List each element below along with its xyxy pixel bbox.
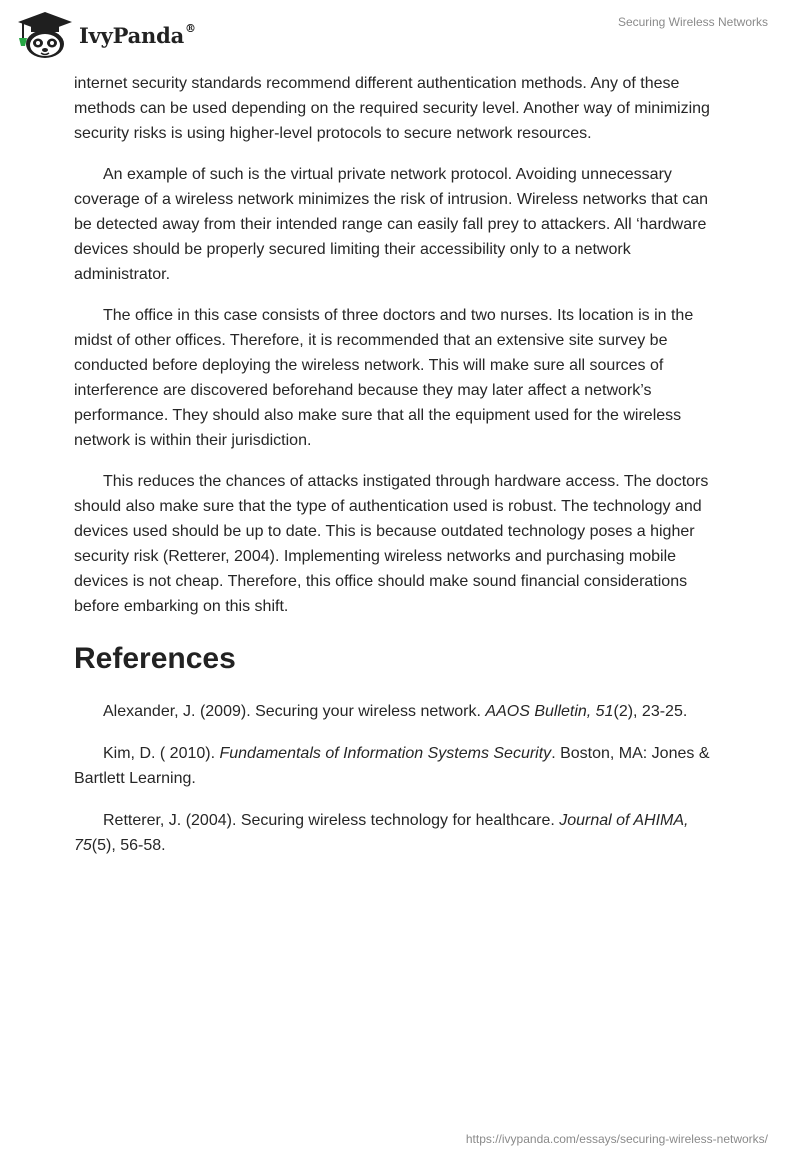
- page-header: [0, 0, 800, 70]
- brand-text: IvyPanda: [79, 22, 185, 48]
- registered-mark: ®: [185, 21, 196, 35]
- document-title: Securing Wireless Networks: [617, 15, 768, 29]
- reference-source: Journal of AHIMA, 75: [74, 812, 689, 854]
- body-paragraph: An example of such is the virtual private network protocol. Avoiding unnecessary coverage of a wireless network minimizes the risk of intrusion. Wireless networks that can be detected away from their intended range can easily fall prey to attackers. All ‘hardware devices should be properly secured limiting their accessibility only to a network administrator.: [74, 166, 709, 283]
- essay-content: [74, 71, 726, 875]
- reference-text: (2), 23-25.: [613, 703, 688, 720]
- reference-text: Kim, D. ( 2010).: [103, 745, 220, 762]
- ivypanda-logo-link[interactable]: [14, 8, 196, 60]
- references-heading: References: [74, 642, 236, 675]
- reference-source: AAOS Bulletin, 51: [485, 703, 614, 720]
- reference-text: . Boston, MA: Jones & Bartlett Learning.: [74, 745, 710, 787]
- reference-item: [74, 741, 726, 791]
- reference-text: (5), 56-58.: [91, 837, 166, 854]
- brand-name: [79, 23, 196, 48]
- body-paragraph: This reduces the chances of attacks instigated through hardware access. The doctors should also make sure that the type of authentication used is robust. The technology and devices used should be up to date. This is because outdated technology poses a higher security risk (Retterer, 2004). Implementing wireless networks and purchasing mobile devices is not cheap. Therefore, this office should make sound financial considerations before embarking on this shift.: [74, 473, 709, 615]
- reference-item: [74, 808, 726, 858]
- reference-item: [74, 699, 726, 724]
- panda-graduation-cap-icon: [14, 8, 76, 60]
- reference-text: Alexander, J. (2009). Securing your wireless network.: [103, 703, 486, 720]
- reference-text: Retterer, J. (2004). Securing wireless technology for healthcare.: [103, 812, 560, 829]
- body-paragraph: internet security standards recommend different authentication methods. Any of these methods can be used depending on the required security level. Another way of minimizing security risks is using higher-level protocols to secure network resources.: [74, 75, 710, 142]
- reference-source: Fundamentals of Information Systems Security: [219, 745, 552, 762]
- source-url-link[interactable]: https://ivypanda.com/essays/securing-wireless-networks/: [465, 1132, 768, 1146]
- body-paragraph: The office in this case consists of three doctors and two nurses. Its location is in the midst of other offices. Therefore, it is recommended that an extensive site survey be conducted before deploying the wireless network. This will make sure all sources of interference are discovered beforehand because they may later affect a network’s performance. They should also make sure that all the equipment used for the wireless network is within their jurisdiction.: [74, 307, 694, 449]
